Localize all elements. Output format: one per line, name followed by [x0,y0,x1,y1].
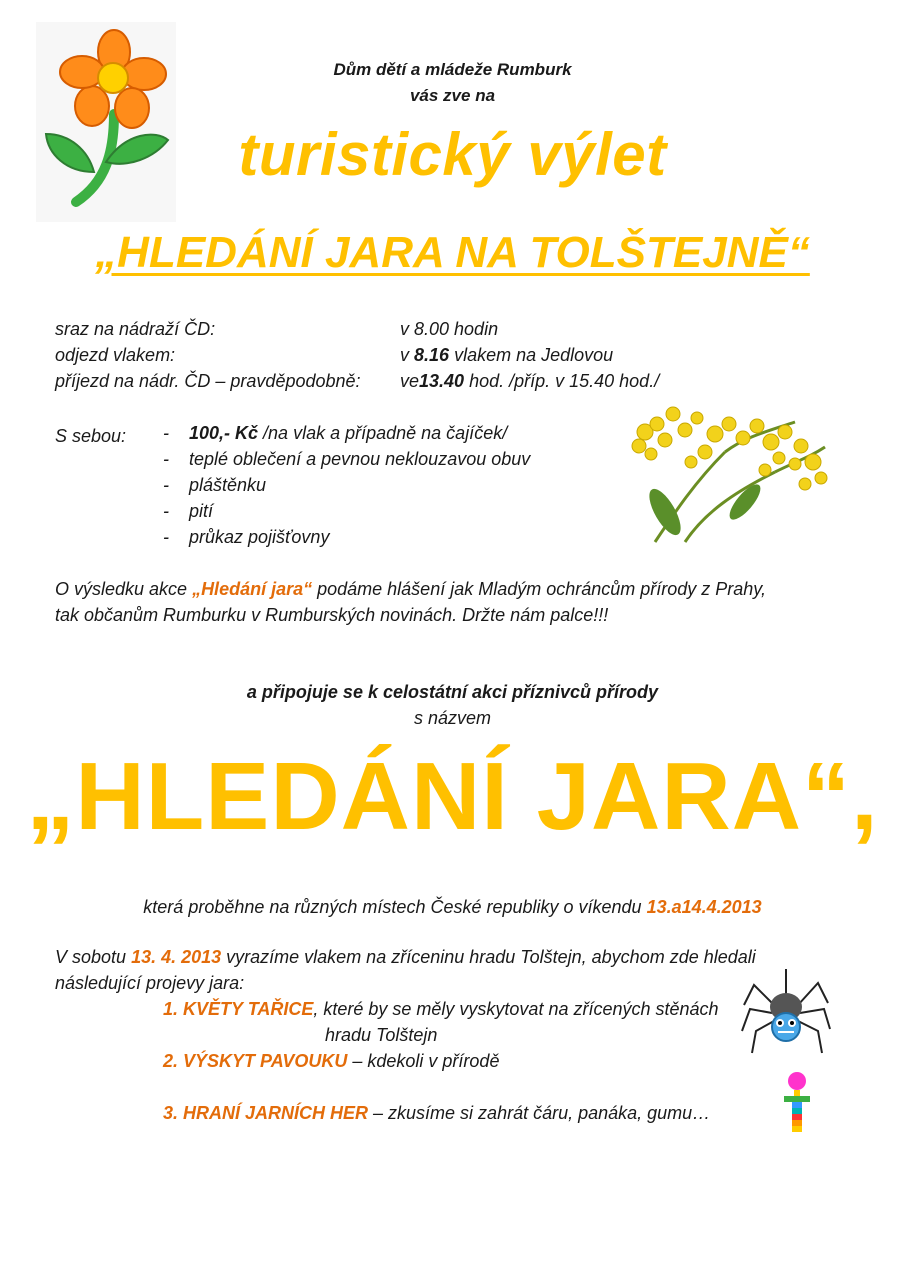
bring-label: S sebou: [55,426,127,446]
list-item-text: pláštěnku [189,475,267,495]
list-item-text: pití [189,501,214,521]
list-dash: - [163,423,169,443]
item-text: , které by se měly vyskytovat na zřícených stěnách [313,999,719,1019]
event-name: „HLEDÁNÍ JARA NA TOLŠTEJNĚ“ [95,228,810,277]
schedule-value-bold: 13.40 [419,371,465,391]
schedule-value-bold: 8.16 [414,345,450,365]
list-dash: - [163,501,169,521]
item-continuation: hradu Tolštejn [325,1025,438,1045]
list-item [163,423,507,444]
schedule-label: příjezd na nádr. ČD – pravděpodobně: [55,371,361,391]
item-heading: 3. HRANÍ JARNÍCH HER [163,1103,369,1123]
trip-text: vyrazíme vlakem na zříceninu hradu Tolštejn, abychom zde hledali [221,947,756,967]
list-item [163,996,719,1022]
invites-text: vás zve na [409,86,496,105]
national-line2: s názvem [413,708,492,728]
item-heading: 2. VÝSKYT PAVOUKU [163,1051,348,1071]
list-item-bold: 100,- Kč [189,423,259,443]
list-dash: - [163,449,169,469]
report-highlight: „Hledání jara“ [192,579,313,599]
list-item-text: /na vlak a případně na čajíček/ [258,423,508,443]
national-description [0,894,905,920]
schedule-label: odjezd vlakem: [55,345,176,365]
list-dash: - [163,527,169,547]
description-date: 13.a14.4.2013 [646,897,762,917]
list-item-text: teplé oblečení a pevnou neklouzavou obuv [189,449,531,469]
item-text: – zkusíme si zahrát čáru, panáka, gumu… [368,1103,711,1123]
list-item [163,449,530,470]
schedule-value-rest: vlakem na Jedlovou [449,345,614,365]
list-item-text: průkaz pojišťovny [189,527,330,547]
list-dash: - [163,475,169,495]
schedule-label: sraz na nádraží ČD: [55,319,216,339]
toy-figure-icon [782,1072,812,1134]
trip-paragraph [55,944,756,996]
item-text: – kdekoli v přírodě [347,1051,500,1071]
report-text: tak občanům Rumburku v Rumburských novinách. Držte nám palce!!! [55,605,609,625]
organizer-text: Dům dětí a mládeže Rumburk [333,60,572,79]
schedule-value: v 8.00 hodin [400,319,499,339]
item-heading: 1. KVĚTY TAŘICE [163,999,314,1019]
schedule-row [55,316,498,342]
trip-date: 13. 4. 2013 [131,947,222,967]
trip-text: V sobotu [55,947,132,967]
spider-icon [740,965,832,1057]
main-title: „HLEDÁNÍ JARA“, [26,743,879,850]
report-text: podáme hlášení jak Mladým ochráncům přírody z Prahy, [312,579,766,599]
description-text: která proběhne na různých místech České republiky o víkendu [143,897,647,917]
page-title: turistický výlet [238,121,667,188]
list-item [163,1100,710,1126]
list-item [163,1048,499,1074]
report-text: O výsledku akce [55,579,193,599]
schedule-value: ve [400,371,420,391]
list-item [163,475,266,496]
schedule-value: v [400,345,415,365]
trip-text: následující projevy jara: [55,973,245,993]
list-item [163,501,213,522]
report-paragraph [55,576,766,628]
schedule-value-rest: hod. /příp. v 15.40 hod./ [464,371,660,391]
schedule-row [55,342,613,368]
national-line1: a připojuje se k celostátní akci příznivců přírody [246,682,659,702]
schedule-row [55,368,659,394]
yellow-flowers-icon [625,402,833,544]
list-item [163,527,329,548]
